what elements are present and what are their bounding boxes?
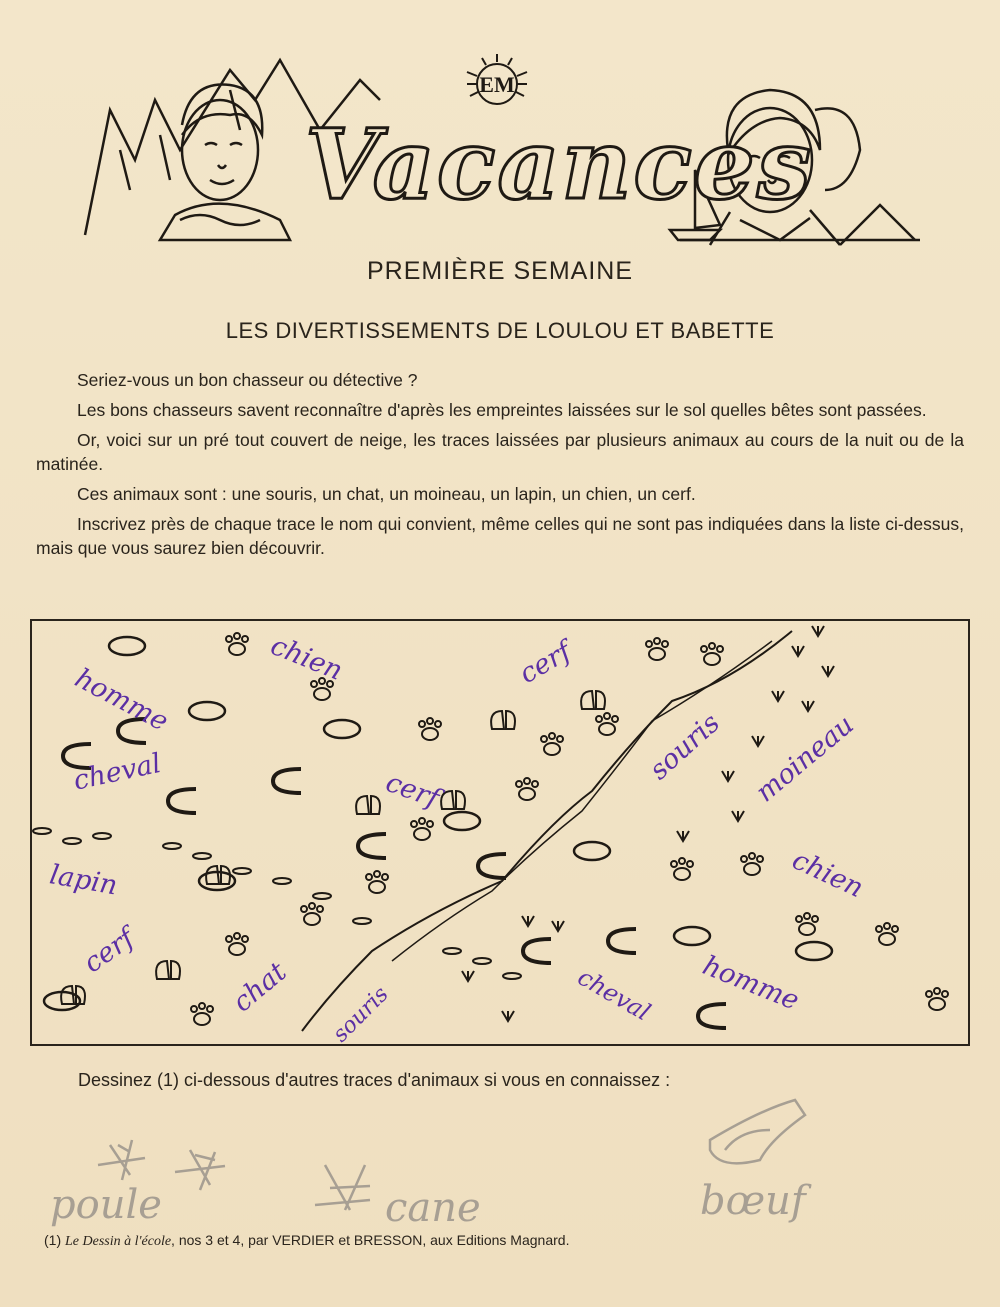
paw-toe bbox=[671, 861, 677, 867]
horseshoe-track bbox=[358, 834, 386, 858]
bird-track bbox=[677, 831, 689, 841]
bird-track bbox=[722, 771, 734, 781]
em-logo bbox=[462, 52, 532, 112]
paw-toe bbox=[207, 1006, 213, 1012]
paw-toe bbox=[876, 926, 882, 932]
paw-pad bbox=[929, 998, 945, 1010]
vacances-title: Vacances bbox=[305, 108, 813, 221]
rabbit-hop bbox=[233, 868, 251, 874]
paw-toe bbox=[757, 856, 763, 862]
intro-paragraph: Or, voici sur un pré tout couvert de neige, les traces laissées par plusieurs animaux au cours de la nuit ou de la matinée. bbox=[36, 430, 964, 474]
paw-toe bbox=[812, 916, 818, 922]
paw-toe bbox=[419, 721, 425, 727]
bird-track bbox=[732, 811, 744, 821]
shoe-print bbox=[574, 842, 610, 860]
label-cerf: cerf bbox=[78, 922, 141, 980]
label-cheval: cheval bbox=[573, 962, 656, 1027]
paw-toe bbox=[191, 1006, 197, 1012]
activity-title: LES DIVERTISSEMENTS DE LOULOU ET BABETTE bbox=[225, 318, 775, 343]
paw-toe bbox=[226, 936, 232, 942]
paw-pad bbox=[229, 943, 245, 955]
paw-pad bbox=[544, 743, 560, 755]
paw-toe bbox=[717, 646, 723, 652]
label-souris: souris bbox=[643, 707, 726, 787]
snowfield-tracks-box bbox=[30, 619, 970, 1046]
shoe-print bbox=[109, 637, 145, 655]
paw-toe bbox=[541, 736, 547, 742]
duck-track-sketch bbox=[315, 1165, 370, 1210]
shoe-print bbox=[189, 702, 225, 720]
footnote-marker: (1) bbox=[44, 1232, 62, 1248]
shoe-print bbox=[324, 720, 360, 738]
paw-toe bbox=[199, 1003, 205, 1009]
deer-hoof-print bbox=[441, 791, 465, 809]
bird-track bbox=[802, 701, 814, 711]
intro-paragraph: Ces animaux sont : une souris, un chat, un moineau, un lapin, un chien, un cerf. bbox=[77, 484, 696, 504]
intro-paragraph: Les bons chasseurs savent reconnaître d'après les empreintes laissées sur le sol quelles bêtes sont passées. bbox=[77, 400, 927, 420]
footnote-details: , nos 3 et 4, par VERDIER et BRESSON, aux Editions Magnard. bbox=[171, 1232, 570, 1248]
paw-toe bbox=[934, 988, 940, 994]
drawing-instruction: Dessinez (1) ci-dessous d'autres traces d'animaux si vous en connaissez : bbox=[78, 1070, 671, 1090]
horseshoe-track bbox=[698, 1004, 726, 1028]
paw-toe bbox=[427, 718, 433, 724]
horseshoe-track bbox=[273, 769, 301, 793]
shoe-print bbox=[444, 812, 480, 830]
paw-toe bbox=[226, 636, 232, 642]
bird-track bbox=[462, 971, 474, 981]
paw-toe bbox=[701, 646, 707, 652]
paw-toe bbox=[419, 818, 425, 824]
paw-toe bbox=[435, 721, 441, 727]
paw-toe bbox=[309, 903, 315, 909]
rabbit-hop bbox=[503, 973, 521, 979]
paw-toe bbox=[301, 906, 307, 912]
mouse-trail bbox=[392, 641, 772, 961]
paw-toe bbox=[596, 716, 602, 722]
paw-toe bbox=[516, 781, 522, 787]
footnote bbox=[44, 1232, 569, 1250]
paw-toe bbox=[654, 638, 660, 644]
paw-toe bbox=[311, 681, 317, 687]
shoe-print bbox=[796, 942, 832, 960]
paw-toe bbox=[374, 871, 380, 877]
rabbit-hop bbox=[163, 843, 181, 849]
label-cheval: cheval bbox=[70, 747, 164, 797]
chicken-track-sketch bbox=[98, 1140, 145, 1180]
paw-pad bbox=[599, 723, 615, 735]
label-lapin: lapin bbox=[47, 859, 120, 902]
label-cerf: cerf bbox=[381, 766, 444, 815]
paw-toe bbox=[804, 913, 810, 919]
paw-toe bbox=[679, 858, 685, 864]
rabbit-hop bbox=[313, 893, 331, 899]
paw-toe bbox=[749, 853, 755, 859]
week-heading: PREMIÈRE SEMAINE bbox=[366, 257, 634, 285]
label-chien: chien bbox=[787, 844, 869, 905]
paw-toe bbox=[524, 778, 530, 784]
rabbit-hop bbox=[353, 918, 371, 924]
paw-toe bbox=[662, 641, 668, 647]
bird-track bbox=[822, 666, 834, 676]
deer-hoof-print bbox=[206, 866, 230, 884]
horseshoe-track bbox=[478, 854, 506, 878]
bird-track bbox=[792, 646, 804, 656]
shoe-print bbox=[674, 927, 710, 945]
paw-pad bbox=[674, 868, 690, 880]
paw-pad bbox=[704, 653, 720, 665]
pencil-label-boeuf: bœuf bbox=[700, 1178, 806, 1224]
pencil-label-poule: poule bbox=[50, 1182, 162, 1228]
label-chat: chat bbox=[227, 956, 293, 1019]
horseshoe-track bbox=[168, 789, 196, 813]
deer-hoof-print bbox=[356, 796, 380, 814]
deer-hoof-print bbox=[491, 711, 515, 729]
intro-text bbox=[36, 368, 964, 566]
paw-toe bbox=[427, 821, 433, 827]
label-chien: chien bbox=[266, 630, 347, 687]
chicken-track-sketch bbox=[175, 1150, 225, 1190]
paw-toe bbox=[532, 781, 538, 787]
label-cerf: cerf bbox=[514, 636, 577, 690]
paw-pad bbox=[229, 643, 245, 655]
paw-toe bbox=[234, 633, 240, 639]
label-homme: homme bbox=[69, 662, 174, 738]
paw-toe bbox=[604, 713, 610, 719]
paw-pad bbox=[194, 1013, 210, 1025]
paw-pad bbox=[649, 648, 665, 660]
label-moineau: moineau bbox=[750, 709, 860, 809]
paw-pad bbox=[422, 728, 438, 740]
paw-toe bbox=[366, 874, 372, 880]
paw-pad bbox=[799, 923, 815, 935]
paw-toe bbox=[382, 874, 388, 880]
horseshoe-track bbox=[608, 929, 636, 953]
paw-pad bbox=[369, 881, 385, 893]
paw-toe bbox=[741, 856, 747, 862]
bird-track bbox=[552, 921, 564, 931]
paw-toe bbox=[646, 641, 652, 647]
label-souris: souris bbox=[328, 981, 394, 1048]
paw-toe bbox=[796, 916, 802, 922]
bird-track bbox=[812, 626, 824, 636]
rabbit-hop bbox=[443, 948, 461, 954]
rabbit-hop bbox=[63, 838, 81, 844]
paw-toe bbox=[926, 991, 932, 997]
paw-pad bbox=[304, 913, 320, 925]
paw-toe bbox=[942, 991, 948, 997]
logo-text: EM bbox=[479, 72, 515, 97]
paw-toe bbox=[709, 643, 715, 649]
rabbit-hop bbox=[473, 958, 491, 964]
paw-pad bbox=[414, 828, 430, 840]
label-homme: homme bbox=[698, 950, 804, 1017]
intro-paragraph: Seriez-vous un bon chasseur ou détective ? bbox=[77, 370, 418, 390]
paw-toe bbox=[884, 923, 890, 929]
bird-track bbox=[522, 916, 534, 926]
paw-toe bbox=[892, 926, 898, 932]
rabbit-hop bbox=[33, 828, 51, 834]
paw-toe bbox=[612, 716, 618, 722]
paw-toe bbox=[242, 636, 248, 642]
rabbit-hop bbox=[193, 853, 211, 859]
pencil-label-cane: cane bbox=[385, 1185, 481, 1231]
deer-hoof-print bbox=[156, 961, 180, 979]
horseshoe-track bbox=[523, 939, 551, 963]
paw-pad bbox=[519, 788, 535, 800]
paw-toe bbox=[411, 821, 417, 827]
paw-toe bbox=[687, 861, 693, 867]
paw-toe bbox=[549, 733, 555, 739]
paw-toe bbox=[557, 736, 563, 742]
paw-pad bbox=[314, 688, 330, 700]
paw-pad bbox=[744, 863, 760, 875]
bird-track bbox=[752, 736, 764, 746]
animal-tracks-drawing bbox=[32, 621, 972, 1048]
paw-pad bbox=[879, 933, 895, 945]
paw-toe bbox=[242, 936, 248, 942]
paw-toe bbox=[234, 933, 240, 939]
rabbit-hop bbox=[93, 833, 111, 839]
paw-toe bbox=[317, 906, 323, 912]
deer-hoof-print bbox=[61, 986, 85, 1004]
footnote-book-title: Le Dessin à l'école bbox=[65, 1234, 172, 1249]
intro-paragraph: Inscrivez près de chaque trace le nom qui convient, même celles qui ne sont pas indiquées dans la liste ci-dessus, mais que vous saurez bien découvrir. bbox=[36, 514, 964, 558]
rabbit-hop bbox=[273, 878, 291, 884]
bird-track bbox=[772, 691, 784, 701]
ox-track-sketch bbox=[710, 1100, 805, 1163]
bird-track bbox=[502, 1011, 514, 1021]
deer-hoof-print bbox=[581, 691, 605, 709]
